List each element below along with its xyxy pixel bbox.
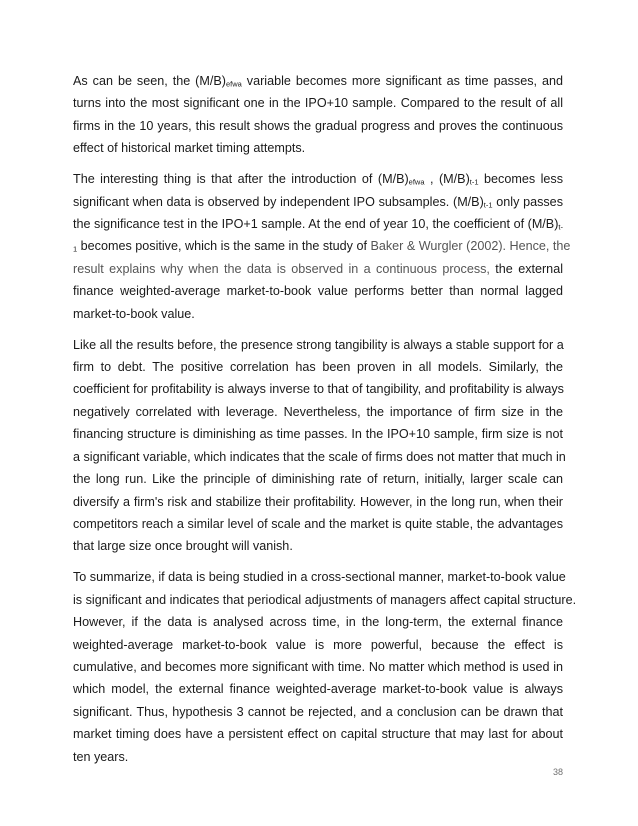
text-line	[73, 378, 563, 400]
text-run: the significance test in the IPO+1 sample. At the end of year 10, the coefficient of (M/B)	[73, 217, 559, 232]
text-run: cumulative, and becomes more significant with time. No matter which method is used in	[73, 659, 563, 674]
text-run: market-to-book value.	[73, 306, 195, 321]
text-run: Like all the results before, the presence strong tangibility is always a stable support for a	[73, 337, 564, 352]
text-run: financing structure is diminishing as time passes. In the IPO+10 sample, firm size is not	[73, 427, 563, 442]
text-line	[73, 491, 563, 513]
text-run: is significant and indicates that periodical adjustments of managers affect capital structure.	[73, 592, 577, 607]
text-line	[73, 280, 563, 302]
text-line	[73, 70, 563, 92]
subscript: t-1	[483, 200, 493, 210]
text-run: which model, the external finance weighted-average market-to-book value is always	[73, 682, 563, 697]
subscript: efwa	[408, 177, 425, 187]
text-run: However, if the data is analysed across time, in the long-term, the external finance	[73, 615, 563, 630]
text-run: significant when data is observed by independent IPO subsamples. (M/B)	[73, 194, 484, 209]
text-line	[73, 191, 563, 213]
text-line	[73, 137, 563, 159]
text-run: variable becomes more significant as time passes, and	[241, 74, 563, 88]
text-run: significant. Thus, hypothesis 3 cannot be rejected, and a conclusion can be drawn that	[73, 704, 563, 719]
text-line	[73, 513, 563, 535]
text-line	[73, 334, 563, 356]
text-line	[73, 589, 577, 611]
text-run: ten years.	[73, 749, 129, 764]
text-run: a significant variable, which indicates that the scale of firms does not matter that much in	[73, 449, 566, 464]
text-line	[73, 92, 563, 114]
paragraph	[73, 168, 571, 325]
text-run: competitors reach a similar level of scale and the market is quite stable, the advantages	[73, 516, 563, 531]
text-line	[73, 356, 563, 378]
subscript: 1	[73, 244, 78, 254]
text-run: firm to debt. The positive correlation has been proven in all models. Similarly, the	[73, 360, 563, 375]
text-run: the external	[489, 261, 563, 276]
text-line	[73, 258, 563, 280]
text-line	[73, 401, 563, 423]
text-run: effect of historical market timing attempts.	[73, 141, 306, 156]
text-run: coefficient for profitability is always inverse to that of tangibility, and profitability is always	[73, 382, 564, 397]
text-line	[73, 566, 566, 588]
subscript: t-1	[469, 177, 479, 187]
text-run: becomes positive, which is the same in the study of	[77, 239, 371, 254]
text-line	[73, 634, 563, 656]
text-line	[73, 678, 563, 700]
subscript: t-	[558, 222, 563, 232]
paragraph	[73, 70, 563, 160]
text-line	[73, 115, 563, 137]
text-run: firms in the 10 years, this result shows the gradual progress and proves the continuous	[73, 118, 563, 133]
text-line	[73, 611, 563, 633]
text-run: negatively correlated with leverage. Nevertheless, the importance of firm size in the	[73, 404, 563, 419]
text-run: only passes	[492, 194, 563, 209]
text-line	[73, 723, 563, 745]
text-run: market timing does have a persistent effect on capital structure that may last for about	[73, 727, 563, 742]
text-line	[73, 468, 563, 490]
text-line	[73, 423, 563, 445]
text-run: becomes less	[478, 172, 563, 187]
page-number: 38	[552, 767, 563, 777]
citation-text: Baker & Wurgler (2002). Hence, the	[370, 239, 571, 254]
paragraph	[73, 334, 566, 558]
text-run: the long run. Like the principle of diminishing rate of return, initially, larger scale can	[73, 472, 563, 487]
text-run: weighted-average market-to-book value is more powerful, because the effect is	[73, 637, 563, 652]
citation-text: result explains why when the data is observed in a continuous process,	[73, 261, 490, 276]
text-line	[73, 535, 563, 557]
text-line	[73, 303, 563, 325]
text-line	[73, 446, 566, 468]
text-line	[73, 168, 563, 190]
text-run: diversify a firm's risk and stabilize their profitability. However, in the long run, when their	[73, 494, 563, 509]
text-line	[73, 235, 571, 257]
text-run: turns into the most significant one in the IPO+10 sample. Compared to the result of all	[73, 96, 563, 111]
text-line	[73, 656, 563, 678]
text-run: finance weighted-average market-to-book value performs better than normal lagged	[73, 284, 563, 299]
text-line	[73, 701, 563, 723]
body-text	[73, 70, 577, 777]
subscript: efwa	[225, 79, 242, 89]
text-run: To summarize, if data is being studied in a cross-sectional manner, market-to-book value	[73, 570, 566, 585]
text-line	[73, 213, 563, 235]
text-run: , (M/B)	[424, 172, 470, 187]
paragraph	[73, 566, 577, 768]
text-run: that large size once brought will vanish.	[73, 539, 293, 554]
text-line	[73, 746, 563, 768]
text-run: As can be seen, the (M/B)	[73, 74, 226, 88]
text-run: The interesting thing is that after the introduction of (M/B)	[73, 172, 409, 187]
